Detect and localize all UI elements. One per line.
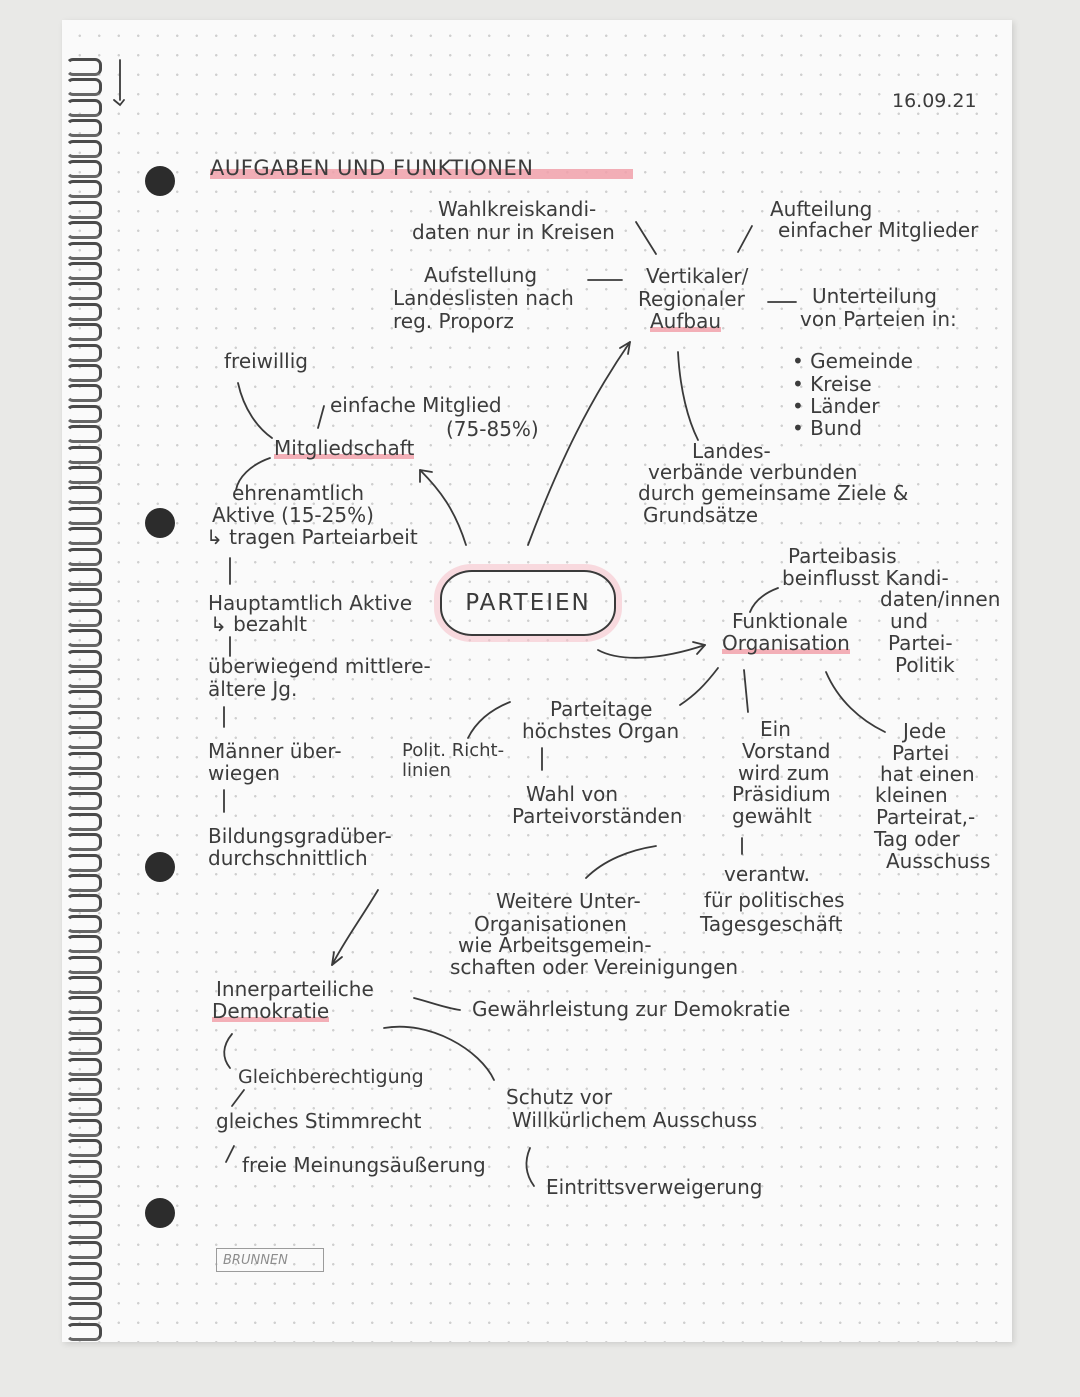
hauptamt-line-2: ↳ bezahlt <box>210 612 307 636</box>
vorstand-line-5: gewählt <box>732 804 812 828</box>
eintrittsverweigerung: Eintrittsverweigerung <box>546 1175 763 1199</box>
weitere-line-1: Weitere Unter- <box>496 889 641 913</box>
verantw-line-2: für politisches <box>704 888 845 912</box>
vertikal-line-2: Regionaler <box>638 287 745 311</box>
ehrenamt-line-2: Aktive (15-25%) <box>212 503 374 527</box>
ehrenamt-line-1: ehrenamtlich <box>232 481 365 505</box>
freiwillig: freiwillig <box>224 349 308 373</box>
wahl-line-1: Wahl von <box>526 782 619 806</box>
alter-line-1: überwiegend mittlere- <box>208 654 431 678</box>
landes-line-3: durch gemeinsame Ziele & <box>638 481 909 505</box>
vorstand-line-4: Präsidium <box>732 782 831 806</box>
aufteilung-line-2: einfacher Mitglieder <box>778 218 979 242</box>
maenner-line-1: Männer über- <box>208 739 342 763</box>
einfache-prozent: (75-85%) <box>446 417 539 441</box>
funktionale-line-2: Organisation <box>722 631 850 655</box>
gewaehrleistung: Gewährleistung zur Demokratie <box>472 997 791 1021</box>
bildung-line-1: Bildungsgradüber- <box>208 824 392 848</box>
schutz-line-2: Willkürlichem Ausschuss <box>512 1108 758 1132</box>
date: 16.09.21 <box>892 90 977 112</box>
schutz-line-1: Schutz vor <box>506 1085 613 1109</box>
richtlinien-line-2: linien <box>402 760 451 781</box>
wahlkreis-line-1: Wahlkreiskandi- <box>438 197 597 221</box>
demokratie-line-1: Innerparteiliche <box>216 977 374 1001</box>
ebene-laender: • Länder <box>792 394 880 418</box>
landes-line-4: Grundsätze <box>643 503 759 527</box>
aufstellung-line-2: Landeslisten nach <box>393 286 574 310</box>
parteibasis-line-6: Politik <box>895 653 955 677</box>
page-title: AUFGABEN UND FUNKTIONEN <box>210 157 633 179</box>
maenner-line-2: wiegen <box>208 761 280 785</box>
gleiches-stimmrecht: gleiches Stimmrecht <box>216 1109 422 1133</box>
vertikal-line-1: Vertikaler/ <box>646 264 749 288</box>
jede-line-4: kleinen <box>875 783 948 807</box>
bildung-line-2: durchschnittlich <box>208 846 368 870</box>
parteibasis-line-4: und <box>890 609 929 633</box>
richtlinien-line-1: Polit. Richt- <box>402 740 505 761</box>
jede-line-1: Jede <box>903 719 947 743</box>
wahlkreis-line-2: daten nur in Kreisen <box>412 220 615 244</box>
jede-line-2: Partei <box>892 741 950 765</box>
jede-line-5: Parteirat,- <box>876 805 976 829</box>
alter-line-2: ältere Jg. <box>208 677 298 701</box>
landes-line-1: Landes- <box>692 439 771 463</box>
ebene-kreise: • Kreise <box>792 372 872 396</box>
weitere-line-3: wie Arbeitsgemein- <box>458 933 652 957</box>
aufstellung-line-3: reg. Proporz <box>393 309 514 333</box>
central-topic <box>440 570 616 636</box>
einfache-mitglied: einfache Mitglied <box>330 393 502 417</box>
parteibasis-line-5: Partei- <box>888 631 953 655</box>
vorstand-line-3: wird zum <box>738 761 830 785</box>
aufteilung-line-1: Aufteilung <box>770 197 873 221</box>
central-topic-label: PARTEIEN <box>465 590 591 616</box>
verantw-line-3: Tagesgeschäft <box>700 912 843 936</box>
parteibasis-line-3: daten/innen <box>880 587 1001 611</box>
brand-logo-text: BRUNNEN <box>223 1252 288 1268</box>
parteitage-line-1: Parteitage <box>550 697 653 721</box>
jede-line-3: hat einen <box>880 762 975 786</box>
unterteilung-line-2: von Parteien in: <box>800 307 957 331</box>
funktionale-line-1: Funktionale <box>732 609 848 633</box>
parteibasis-line-1: Parteibasis <box>788 544 897 568</box>
brand-logo <box>216 1248 324 1272</box>
demokratie-line-2: Demokratie <box>212 999 330 1023</box>
parteibasis-line-2: beinflusst Kandi- <box>782 566 949 590</box>
vertikal-line-3: Aufbau <box>650 309 722 333</box>
freie-meinungsaeusserung: freie Meinungsäußerung <box>242 1153 486 1177</box>
jede-line-6: Tag oder <box>874 827 960 851</box>
wahl-line-2: Parteivorständen <box>512 804 683 828</box>
mitgliedschaft-label: Mitgliedschaft <box>274 436 415 460</box>
landes-line-2: verbände verbunden <box>648 460 858 484</box>
ebene-gemeinde: • Gemeinde <box>792 349 913 373</box>
unterteilung-line-1: Unterteilung <box>812 284 937 308</box>
vorstand-line-2: Vorstand <box>742 739 831 763</box>
verantw-line-1: verantw. <box>724 862 811 886</box>
jede-line-7: Ausschuss <box>886 849 991 873</box>
weitere-line-2: Organisationen <box>474 912 627 936</box>
gleichberechtigung: Gleichberechtigung <box>238 1066 424 1088</box>
vorstand-line-1: Ein <box>760 717 791 741</box>
hauptamt-line-1: Hauptamtlich Aktive <box>208 591 413 615</box>
ebene-bund: • Bund <box>792 416 862 440</box>
ehrenamt-line-3: ↳ tragen Parteiarbeit <box>206 525 418 549</box>
aufstellung-line-1: Aufstellung <box>424 263 538 287</box>
weitere-line-4: schaften oder Vereinigungen <box>450 955 739 979</box>
parteitage-line-2: höchstes Organ <box>522 719 680 743</box>
